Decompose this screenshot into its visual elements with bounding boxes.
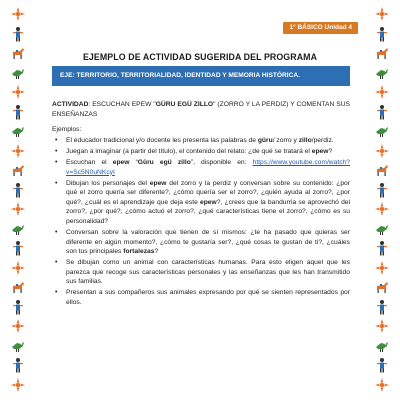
- item-text: Conversan sobre la valoración que tienen de sí mismos: ¿te ha pasado que quieras ser diferente en algún momento?, ¿cómo te gustaría ser?, ¿qué cosas te gustan de ti?, ¿cuáles son tus principales: [66, 228, 350, 256]
- item-text: El educador tradicional y/o docente les presenta las palabras de: [66, 137, 258, 144]
- flower-motif-icon: [10, 377, 26, 393]
- grade-unit-badge: 1° BÁSICO Unidad 4: [283, 22, 358, 34]
- item-text: Escuchan el: [66, 158, 113, 166]
- video-link[interactable]: https://www.youtube.com/watch?v=Sc5N0uNKcyI: [66, 158, 350, 176]
- bird-motif-icon: [374, 65, 390, 81]
- left-decorative-border: [4, 6, 32, 396]
- bold-term: güru: [257, 137, 273, 144]
- horse-motif-icon: [10, 162, 26, 178]
- bullet-icon: •: [55, 147, 58, 155]
- list-item: [55, 136, 350, 146]
- person-motif-icon: [10, 26, 26, 42]
- flower-motif-icon: [10, 84, 26, 100]
- person-motif-icon: [10, 299, 26, 315]
- bullet-icon: •: [55, 228, 58, 236]
- flower-motif-icon: [10, 318, 26, 334]
- bird-motif-icon: [10, 338, 26, 354]
- list-item: [55, 147, 350, 157]
- item-text: ?: [328, 147, 333, 155]
- person-motif-icon: [374, 182, 390, 198]
- bird-motif-icon: [10, 221, 26, 237]
- flower-motif-icon: [10, 260, 26, 276]
- list-item: [55, 288, 350, 307]
- person-motif-icon: [374, 240, 390, 256]
- bold-term: epew: [200, 198, 217, 206]
- flower-motif-icon: [374, 201, 390, 217]
- flower-motif-icon: [10, 143, 26, 159]
- bold-term: epew: [311, 147, 329, 155]
- bird-motif-icon: [374, 123, 390, 139]
- axis-banner: EJE: TERRITORIO, TERRITORIALIDAD, IDENTIDAD Y MEMORIA HISTÓRICA.: [52, 66, 350, 86]
- horse-motif-icon: [374, 279, 390, 295]
- activity-text-b: " (ZORRO Y LA PERDIZ) Y COMENTAN SUS ENSEÑANZAS: [52, 101, 350, 118]
- flower-motif-icon: [374, 84, 390, 100]
- bold-term: epew: [112, 158, 130, 166]
- horse-motif-icon: [374, 45, 390, 61]
- flower-motif-icon: [374, 6, 390, 22]
- bird-motif-icon: [10, 123, 26, 139]
- examples-label: Ejemplos:: [52, 126, 82, 133]
- bullet-icon: •: [55, 179, 58, 187]
- page-title: EJEMPLO DE ACTIVIDAD SUGERIDA DEL PROGRAMA: [82, 52, 318, 62]
- horse-motif-icon: [10, 279, 26, 295]
- list-item: [55, 179, 350, 227]
- bird-motif-icon: [374, 221, 390, 237]
- flower-motif-icon: [10, 201, 26, 217]
- list-item: [55, 258, 350, 287]
- item-text: / zorro y: [272, 137, 299, 144]
- item-text: del zorro y la perdiz y conversan sobre su contenido: ¿por qué el zorro quería ser diferente?, ¿cómo quería ser el zorro?, ¿quién ayuda al zorro?, ¿por qué?, ¿cuál es el aprendizaje que deja este: [66, 179, 350, 206]
- flower-motif-icon: [374, 377, 390, 393]
- item-text: Se dibujan como un animal con características humanas. Para esto eligen aquel que les parezca que recoge sus características personales y las enseñanzas que les han transmitido sus familias.: [66, 259, 350, 286]
- horse-motif-icon: [374, 162, 390, 178]
- item-text: Juegan a imaginar (a partir del título), el contenido del relato: ¿de qué se tratará el: [66, 147, 312, 155]
- item-text: Dibujan los personajes del: [66, 179, 150, 187]
- bullet-icon: •: [55, 289, 58, 297]
- examples-list: [55, 136, 350, 309]
- person-motif-icon: [374, 104, 390, 120]
- person-motif-icon: [10, 357, 26, 373]
- flower-motif-icon: [374, 260, 390, 276]
- right-decorative-border: [368, 6, 396, 396]
- flower-motif-icon: [374, 318, 390, 334]
- person-motif-icon: [10, 104, 26, 120]
- bird-motif-icon: [10, 65, 26, 81]
- list-item: [55, 158, 350, 177]
- list-item: [55, 228, 350, 257]
- item-text: ?, ¿crees que la bandurria se aprovechó del zorro?, ¿por qué?, ¿cómo actuó el zorro?, ¿qué características tiene el zorro?, ¿cómo es su personalidad?: [66, 198, 350, 225]
- item-text: ”, disponible en:: [190, 158, 253, 166]
- bullet-icon: •: [55, 137, 58, 144]
- person-motif-icon: [374, 357, 390, 373]
- bold-term: fortalezas: [123, 248, 155, 256]
- person-motif-icon: [10, 240, 26, 256]
- bold-term: epew: [149, 179, 167, 187]
- person-motif-icon: [374, 299, 390, 315]
- item-text: ?: [154, 248, 159, 256]
- item-text: Presentan a sus compañeros sus animales expresando por qué se sienten representados por ellos.: [66, 289, 350, 306]
- bullet-icon: •: [55, 158, 58, 166]
- activity-heading: [52, 100, 350, 119]
- bird-motif-icon: [374, 338, 390, 354]
- bold-term: Güru egü zillo: [137, 158, 191, 166]
- person-motif-icon: [374, 26, 390, 42]
- activity-story-title: GÜRU EGÜ ZILLO: [155, 101, 214, 108]
- flower-motif-icon: [10, 6, 26, 22]
- item-text: /perdiz.: [311, 137, 334, 144]
- bold-term: zillo: [298, 137, 312, 144]
- activity-text-a: : ESCUCHAN EPEW ": [88, 101, 156, 108]
- horse-motif-icon: [10, 45, 26, 61]
- activity-label: ACTIVIDAD: [52, 101, 89, 108]
- person-motif-icon: [10, 182, 26, 198]
- flower-motif-icon: [374, 143, 390, 159]
- bullet-icon: •: [55, 259, 58, 267]
- item-text: “: [129, 158, 138, 166]
